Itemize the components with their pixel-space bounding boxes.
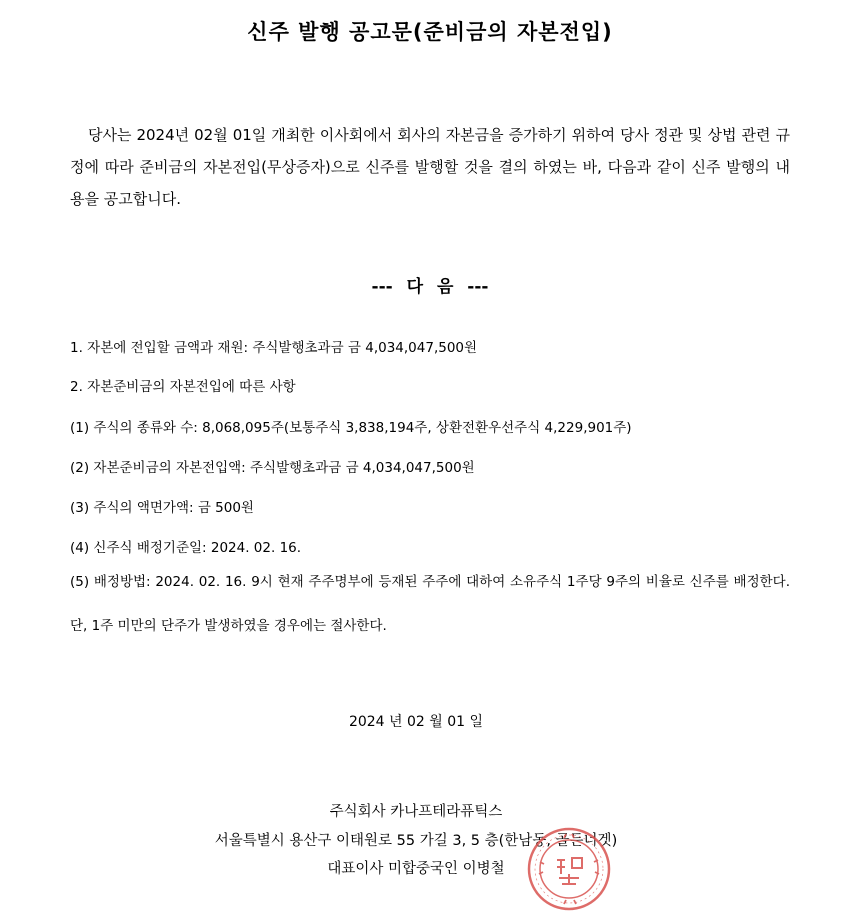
intro-paragraph xyxy=(70,119,790,215)
list-item: 1. 자본에 전입할 금액과 재원: 주식발행초과금 금 4,034,047,500원 xyxy=(70,340,478,356)
intro-text: 당사는 2024년 02월 01일 개최한 이사회에서 회사의 자본금을 증가하기 위하여 당사 정관 및 상법 관련 규정에 따라 준비금의 자본전입(무상증자)으로 신주를 발행할 것을 결의 하였는 바, 다음과 같이 신주 발행의 내용을 공고합니다. xyxy=(70,126,790,208)
list-item: (2) 자본준비금의 자본전입액: 주식발행초과금 금 4,034,047,500원 xyxy=(70,460,475,476)
document-title: 신주 발행 공고문(준비금의 자본전입) xyxy=(247,20,613,44)
company-name: 주식회사 카나프테라퓨틱스 xyxy=(329,804,503,820)
representative: 대표이사 미합중국인 이병철 xyxy=(327,861,505,877)
company-address: 서울특별시 용산구 이태원로 55 가길 3, 5 층(한남동, 골든너겟) xyxy=(214,833,618,849)
list-item: (3) 주식의 액면가액: 금 500원 xyxy=(70,500,254,516)
list-item: (5) 배정방법: 2024. 02. 16. 9시 현재 주주명부에 등재된 주주에 대하여 소유주식 1주당 9주의 비율로 신주를 배정한다. 단, 1주 미만의 단주가 발생하였을 경우에는 절사한다. xyxy=(70,574,790,634)
company-seal-icon xyxy=(524,824,614,914)
announcement-date: 2024 년 02 월 01 일 xyxy=(348,714,484,730)
list-item: (1) 주식의 종류와 수: 8,068,095주(보통주식 3,838,194주, 상환전환우선주식 4,229,901주) xyxy=(70,420,632,436)
list-item: (4) 신주식 배정기준일: 2024. 02. 16. xyxy=(70,540,302,556)
section-heading: --- 다 음 --- xyxy=(371,277,489,297)
list-item: 2. 자본준비금의 자본전입에 따른 사항 xyxy=(70,379,296,395)
